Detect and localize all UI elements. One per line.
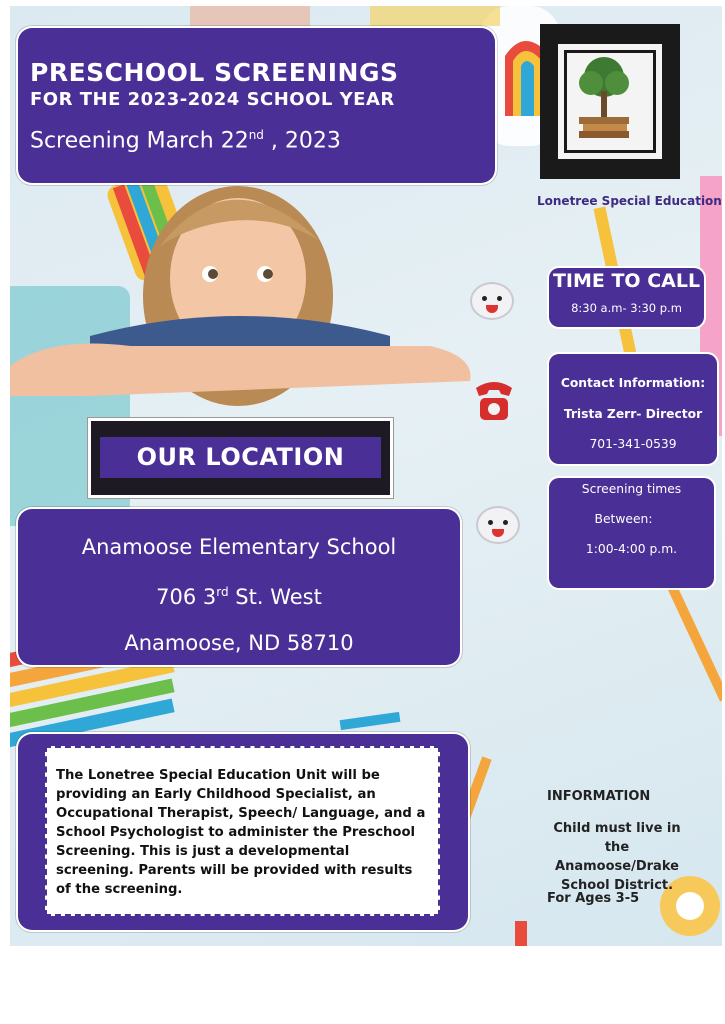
- contact-name: Trista Zerr- Director: [563, 407, 703, 421]
- description-text: The Lonetree Special Education Unit will be providing an Early Childhood Specialist, an Occupational Therapist, Speech/ Language, and a School Psychologist to administer the Preschool Screening. This is just a developmental screening. Parents will be provided with results of the screening.: [45, 746, 440, 916]
- contact-heading: Contact Information:: [560, 376, 706, 390]
- time-to-call-hours: 8:30 a.m- 3:30 p.m: [571, 301, 682, 315]
- school-name: Anamoose Elementary School: [81, 535, 397, 559]
- time-to-call-heading: TIME TO CALL: [552, 270, 701, 292]
- address-box: [18, 509, 460, 665]
- lonetree-logo: [540, 24, 680, 179]
- screening-times-hours: 1:00-4:00 p.m.: [585, 542, 678, 556]
- telephone-icon: [472, 376, 516, 426]
- time-to-call-box: [549, 268, 704, 327]
- contact-box: [549, 354, 717, 464]
- screening-times-box: [549, 478, 714, 588]
- clock-face-icon: [470, 282, 514, 320]
- location-header: [88, 418, 393, 498]
- city-state-zip: Anamoose, ND 58710: [124, 631, 354, 655]
- screening-times-between: Between:: [594, 512, 653, 526]
- age-requirement: For Ages 3-5: [547, 891, 640, 906]
- title-banner: [18, 28, 495, 183]
- flyer: [10, 6, 722, 946]
- screening-times-label: Screening times: [581, 482, 682, 496]
- contact-phone: 701-341-0539: [589, 437, 677, 451]
- page-subtitle: FOR THE 2023-2024 SCHOOL YEAR: [30, 89, 395, 110]
- description-box: [18, 734, 468, 930]
- screening-date: Screening March 22nd , 2023: [30, 128, 341, 154]
- street-address: 706 3rd St. West: [156, 585, 322, 609]
- logo-caption: Lonetree Special Education: [537, 194, 722, 208]
- page-title: PRESCHOOL SCREENINGS: [30, 58, 399, 87]
- clock-face-icon: [476, 506, 520, 544]
- residency-requirement: Child must live in the Anamoose/Drake School District.: [553, 821, 681, 893]
- tree-on-books-icon: [561, 47, 647, 146]
- information-heading: INFORMATION: [547, 789, 651, 804]
- location-heading: OUR LOCATION: [100, 437, 381, 478]
